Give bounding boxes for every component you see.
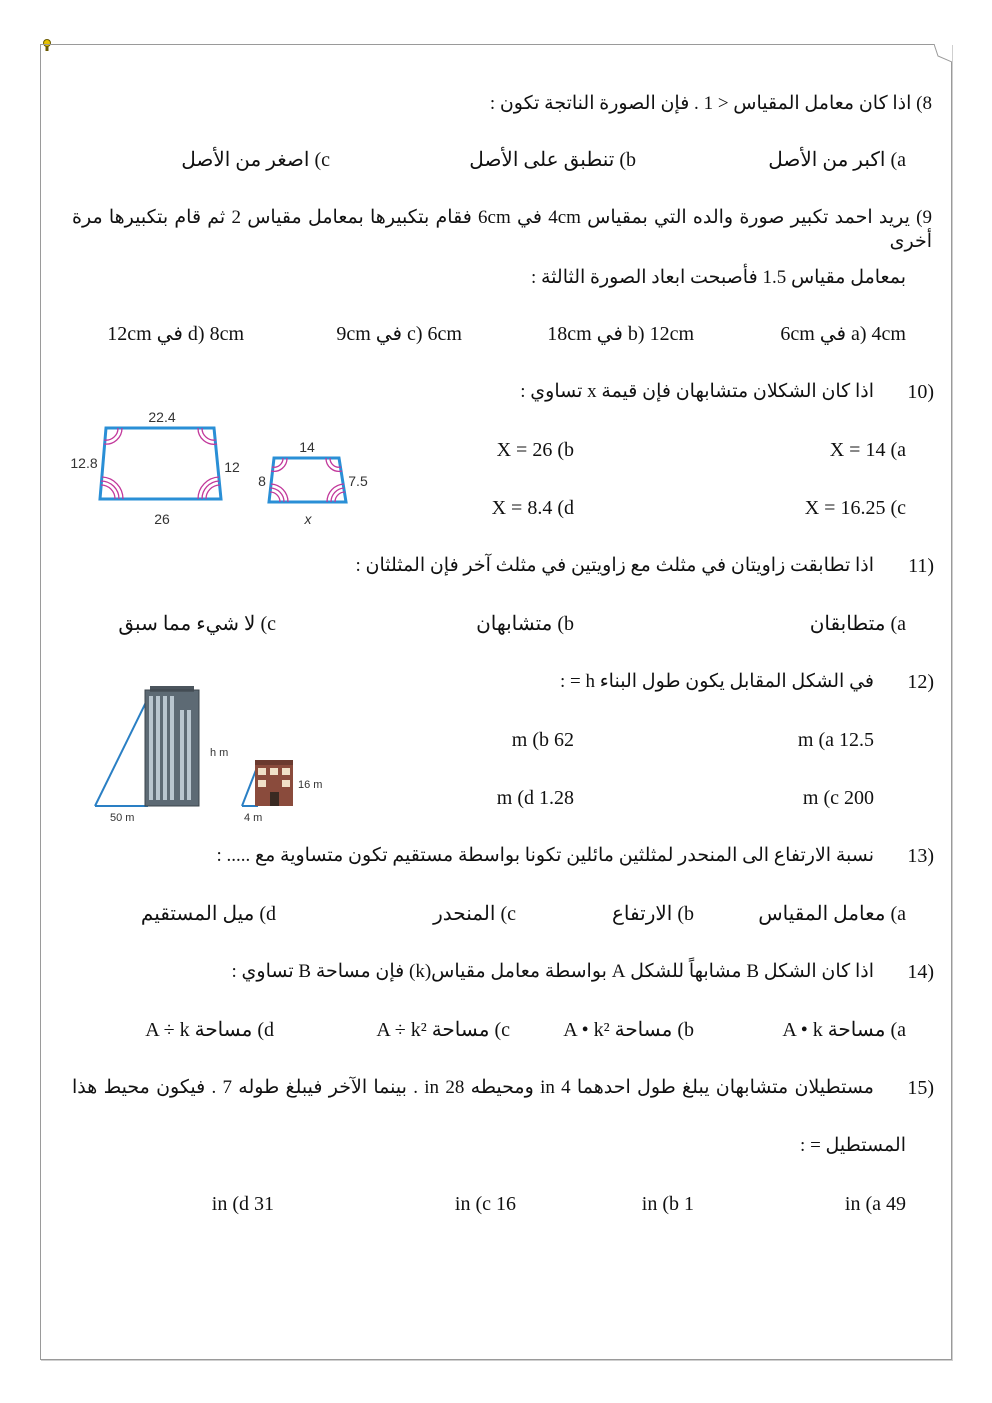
large-bottom-label: 26 bbox=[154, 511, 170, 527]
small-left-label: 8 bbox=[258, 473, 266, 489]
q9-option-d[interactable]: d) 8cm في 12cm bbox=[107, 323, 244, 345]
large-right-label: 12 bbox=[224, 459, 240, 475]
q13-option-d[interactable]: d) ميل المستقيم bbox=[140, 903, 276, 925]
q8-option-b[interactable]: b) تنطبق على الأصل bbox=[469, 149, 636, 171]
q12-option-d[interactable]: 1.28 m (d bbox=[496, 787, 574, 809]
small-house bbox=[242, 760, 322, 824]
q10-option-a[interactable]: X = 14 (a bbox=[829, 439, 906, 461]
question-12: في الشكل المقابل يكون طول البناء h = : bbox=[560, 671, 874, 692]
q14-option-c[interactable]: c) مساحة A ÷ k² bbox=[376, 1019, 510, 1041]
q11-option-b[interactable]: b) متشابهان bbox=[476, 613, 574, 635]
small-top-label: 14 bbox=[299, 439, 315, 455]
question-10: اذا كان الشكلان متشابهان فإن قيمة x تساوي : bbox=[520, 381, 874, 402]
trapezoid-small bbox=[258, 439, 368, 527]
question-8: 8) اذا كان معامل المقياس < 1 . فإن الصورة الناتجة تكون : bbox=[489, 93, 932, 114]
building-height-label: h m bbox=[210, 747, 229, 759]
question-14-number: 14) bbox=[907, 961, 934, 983]
question-15-line1: مستطيلان متشابهان يبلغ طول احدهما 4 in ومحيطه 28 in . بينما الآخر فيبلغ طوله 7 . فيكون محيط هذا bbox=[72, 1077, 874, 1098]
question-15-line2: المستطيل = : bbox=[800, 1135, 906, 1156]
q12-option-b[interactable]: 62 m (b bbox=[511, 729, 574, 751]
q10-option-d[interactable]: X = 8.4 (d bbox=[491, 497, 574, 519]
house-shadow-label: 4 m bbox=[244, 812, 263, 824]
question-11-number: 11) bbox=[908, 555, 934, 577]
q12-option-a[interactable]: 12.5 m (a bbox=[797, 729, 874, 751]
q9-option-c[interactable]: c) 6cm في 9cm bbox=[336, 323, 462, 345]
trapezoid-large bbox=[70, 409, 240, 527]
q15-option-b[interactable]: 1 in (b bbox=[641, 1193, 694, 1215]
similar-trapezoids-figure bbox=[66, 404, 376, 532]
question-10-number: 10) bbox=[907, 381, 934, 403]
small-bottom-label: x bbox=[304, 511, 312, 527]
question-13-number: 13) bbox=[907, 845, 934, 867]
q9-option-b[interactable]: b) 12cm في 18cm bbox=[547, 323, 694, 345]
large-top-label: 22.4 bbox=[148, 409, 176, 425]
q10-option-c[interactable]: X = 16.25 (c bbox=[804, 497, 906, 519]
question-14: اذا كان الشكل B مشابهاً للشكل A بواسطة معامل مقياس(k) فإن مساحة B تساوي : bbox=[231, 961, 874, 982]
q13-option-b[interactable]: b) الارتفاع bbox=[612, 903, 694, 925]
q12-option-c[interactable]: 200 m (c bbox=[802, 787, 874, 809]
q13-option-a[interactable]: a) معامل المقياس bbox=[758, 903, 906, 925]
question-9-line1: 9) يريد احمد تكبير صورة والده التي بمقياس 4cm في 6cm فقام بتكبيرها بمعامل مقياس 2 ثم قام بتكبيرها مرة أخرى bbox=[72, 207, 932, 252]
question-9-line2: بمعامل مقياس 1.5 فأصبحت ابعاد الصورة الثالثة : bbox=[530, 267, 906, 288]
q9-option-a[interactable]: a) 4cm في 6cm bbox=[780, 323, 906, 345]
page-fold-corner bbox=[934, 44, 952, 62]
small-right-label: 7.5 bbox=[348, 473, 368, 489]
q8-option-c[interactable]: c) اصغر من الأصل bbox=[181, 149, 330, 171]
q14-option-b[interactable]: b) مساحة A • k² bbox=[563, 1019, 694, 1041]
question-13: نسبة الارتفاع الى المنحدر لمثلثين مائلين تكونا بواسطة مستقيم تكون متساوية مع ..... : bbox=[216, 845, 874, 866]
tall-building bbox=[95, 686, 228, 824]
house-height-label: 16 m bbox=[298, 779, 323, 791]
building-shadow-figure bbox=[90, 680, 340, 830]
q14-option-a[interactable]: a) مساحة A • k bbox=[782, 1019, 906, 1041]
building-shadow-label: 50 m bbox=[110, 812, 135, 824]
question-12-number: 12) bbox=[907, 671, 934, 693]
q14-option-d[interactable]: d) مساحة A ÷ k bbox=[145, 1019, 274, 1041]
q10-option-b[interactable]: X = 26 (b bbox=[496, 439, 574, 461]
question-11: اذا تطابقت زاويتان في مثلث مع زاويتين في مثلث آخر فإن المثلثان : bbox=[355, 555, 874, 576]
question-15-number: 15) bbox=[907, 1077, 934, 1099]
q15-option-d[interactable]: 31 in (d bbox=[211, 1193, 274, 1215]
large-left-label: 12.8 bbox=[70, 455, 98, 471]
q15-option-c[interactable]: 16 in (c bbox=[454, 1193, 516, 1215]
q11-option-a[interactable]: a) متطابقان bbox=[809, 613, 906, 635]
q13-option-c[interactable]: c) المنحدر bbox=[433, 903, 516, 925]
q15-option-a[interactable]: 49 in (a bbox=[844, 1193, 906, 1215]
q8-option-a[interactable]: a) اكبر من الأصل bbox=[768, 149, 906, 171]
q11-option-c[interactable]: c) لا شيء مما سبق bbox=[118, 613, 276, 635]
